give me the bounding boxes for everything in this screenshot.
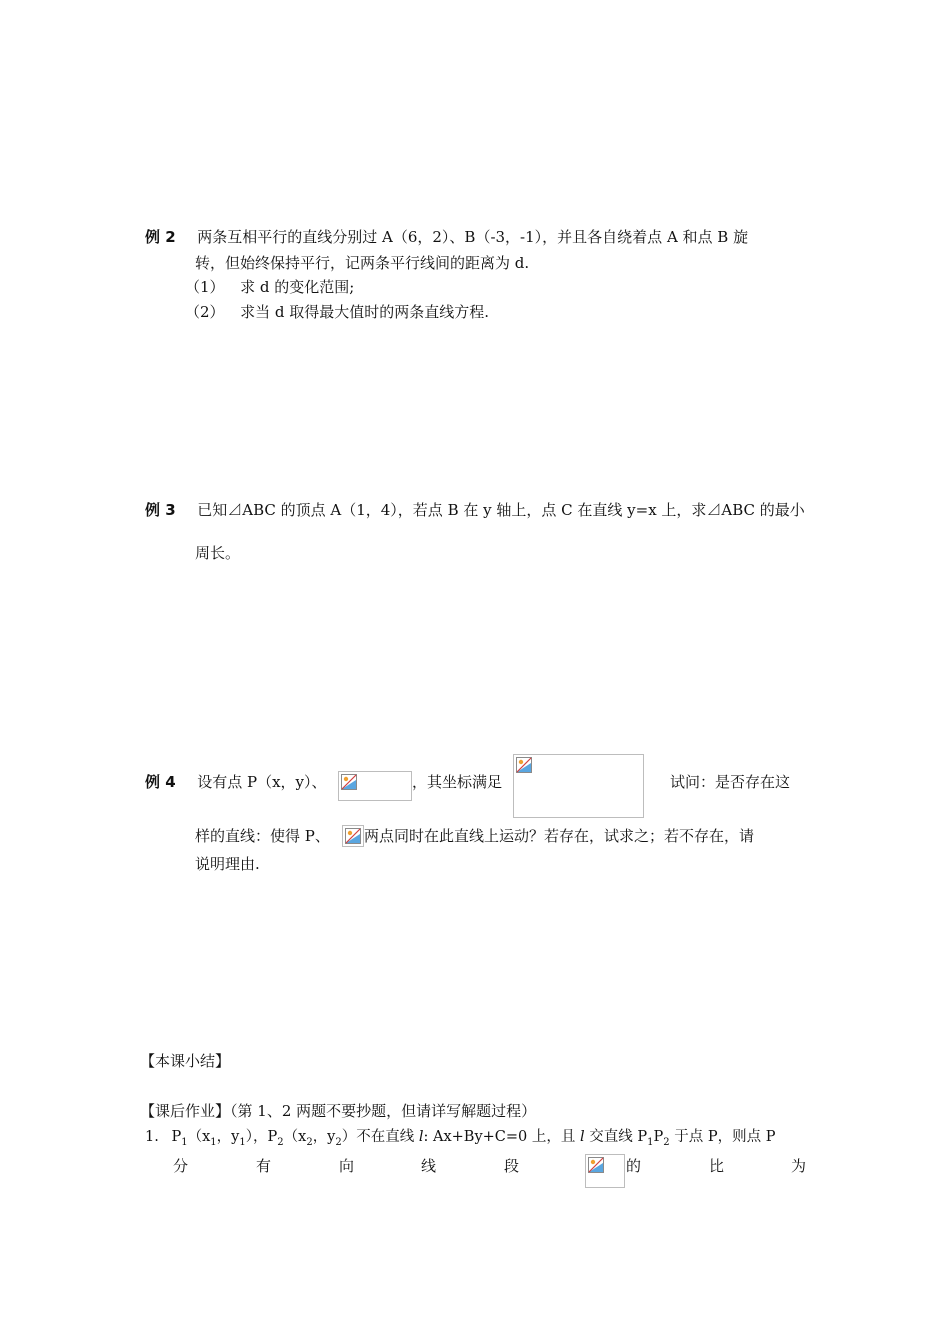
example-4-text-2: ，其坐标满足: [412, 773, 503, 791]
homework-heading-line: [140, 1101, 536, 1121]
q1-sub: 1: [181, 1136, 188, 1148]
q1-word: 向: [339, 1157, 355, 1175]
q1-text: 交直线 P: [584, 1129, 648, 1145]
example-2-label: 例 2: [145, 228, 176, 246]
q1-sub: 2: [335, 1136, 342, 1148]
q1-text: P: [653, 1129, 664, 1145]
example-4-label: 例 4: [145, 773, 176, 791]
example-2-item-2: [185, 302, 489, 322]
q1-word: 线: [421, 1157, 437, 1175]
example-4-text-1: 设有点 P（x，y）、: [197, 773, 327, 791]
q1-text: P: [171, 1129, 182, 1145]
broken-image-icon: [345, 828, 361, 844]
example-2-text-1: 两条互相平行的直线分别过 A（6，2）、B（-3，-1），并且各自绕着点 A 和点 B 旋: [197, 228, 749, 246]
line-l-italic: l: [418, 1129, 424, 1145]
q1-text: （x: [187, 1129, 211, 1145]
vector-image-placeholder: [585, 1154, 625, 1188]
example-4-line-2b: 两点同时在此直线上运动？若存在，试求之；若不存在，请: [364, 827, 755, 845]
q1-text: 于点 P，则点 P: [669, 1129, 776, 1145]
q1-word: 有: [256, 1157, 272, 1175]
question-1-line-1: [145, 1127, 775, 1153]
example-3-line-2: 周长。: [195, 544, 241, 562]
homework-heading: 【课后作业】: [140, 1102, 231, 1120]
example-3-text-1: 已知⊿ABC 的顶点 A（1，4），若点 B 在 y 轴上，点 C 在直线 y=x 上，求⊿ABC 的最小: [197, 501, 805, 519]
question-1-number: 1.: [145, 1129, 159, 1145]
q1-sub: 1: [239, 1136, 246, 1148]
q1-text: ，y: [216, 1129, 240, 1145]
example-4-line-3: 说明理由.: [195, 855, 260, 873]
example-2-line-1: [145, 227, 748, 247]
q1-sub: 2: [306, 1136, 313, 1148]
q1-text: （x: [283, 1129, 307, 1145]
broken-image-icon: [341, 774, 357, 790]
broken-image-icon: [588, 1157, 604, 1173]
example-3-line-1: [145, 500, 805, 520]
point-image-placeholder: [342, 825, 364, 847]
q1-text: ，y: [312, 1129, 336, 1145]
q1-text: ）不在直线: [341, 1129, 419, 1145]
summary-heading: 【本课小结】: [140, 1052, 231, 1070]
example-2-item-1-text: 求 d 的变化范围;: [240, 278, 355, 296]
q1-word: 段: [504, 1157, 520, 1175]
q1-word: 为: [791, 1157, 807, 1175]
formula-image-placeholder: [338, 771, 412, 801]
q1-word: 分: [173, 1157, 189, 1175]
q1-sub: 1: [210, 1136, 217, 1148]
example-2-item-1-num: （1）: [185, 278, 225, 296]
example-2-item-2-text: 求当 d 取得最大值时的两条直线方程.: [240, 303, 490, 321]
homework-note: （第 1、2 两题不要抄题，但请详写解题过程）: [230, 1102, 537, 1120]
example-2-item-1: [185, 277, 354, 297]
example-4-line-2a: 样的直线：使得 P、: [195, 827, 330, 845]
example-2-line-2: 转，但始终保持平行，记两条平行线间的距离为 d.: [195, 254, 530, 272]
example-4-label-line: [145, 772, 327, 792]
condition-image-placeholder: [513, 754, 644, 818]
example-3-label: 例 3: [145, 501, 176, 519]
broken-image-icon: [516, 757, 532, 773]
q1-sub: 1: [647, 1136, 654, 1148]
q1-sub: 2: [663, 1136, 670, 1148]
example-2-item-2-num: （2）: [185, 303, 225, 321]
q1-text: : Ax+By+C=0 上，且: [423, 1129, 580, 1145]
example-4-text-3: 试问：是否存在这: [670, 773, 791, 791]
q1-word: 比: [709, 1157, 725, 1175]
q1-sub: 2: [277, 1136, 284, 1148]
q1-text: ），P: [245, 1129, 278, 1145]
line-l-italic: l: [580, 1129, 585, 1145]
q1-word: 的: [626, 1157, 642, 1175]
